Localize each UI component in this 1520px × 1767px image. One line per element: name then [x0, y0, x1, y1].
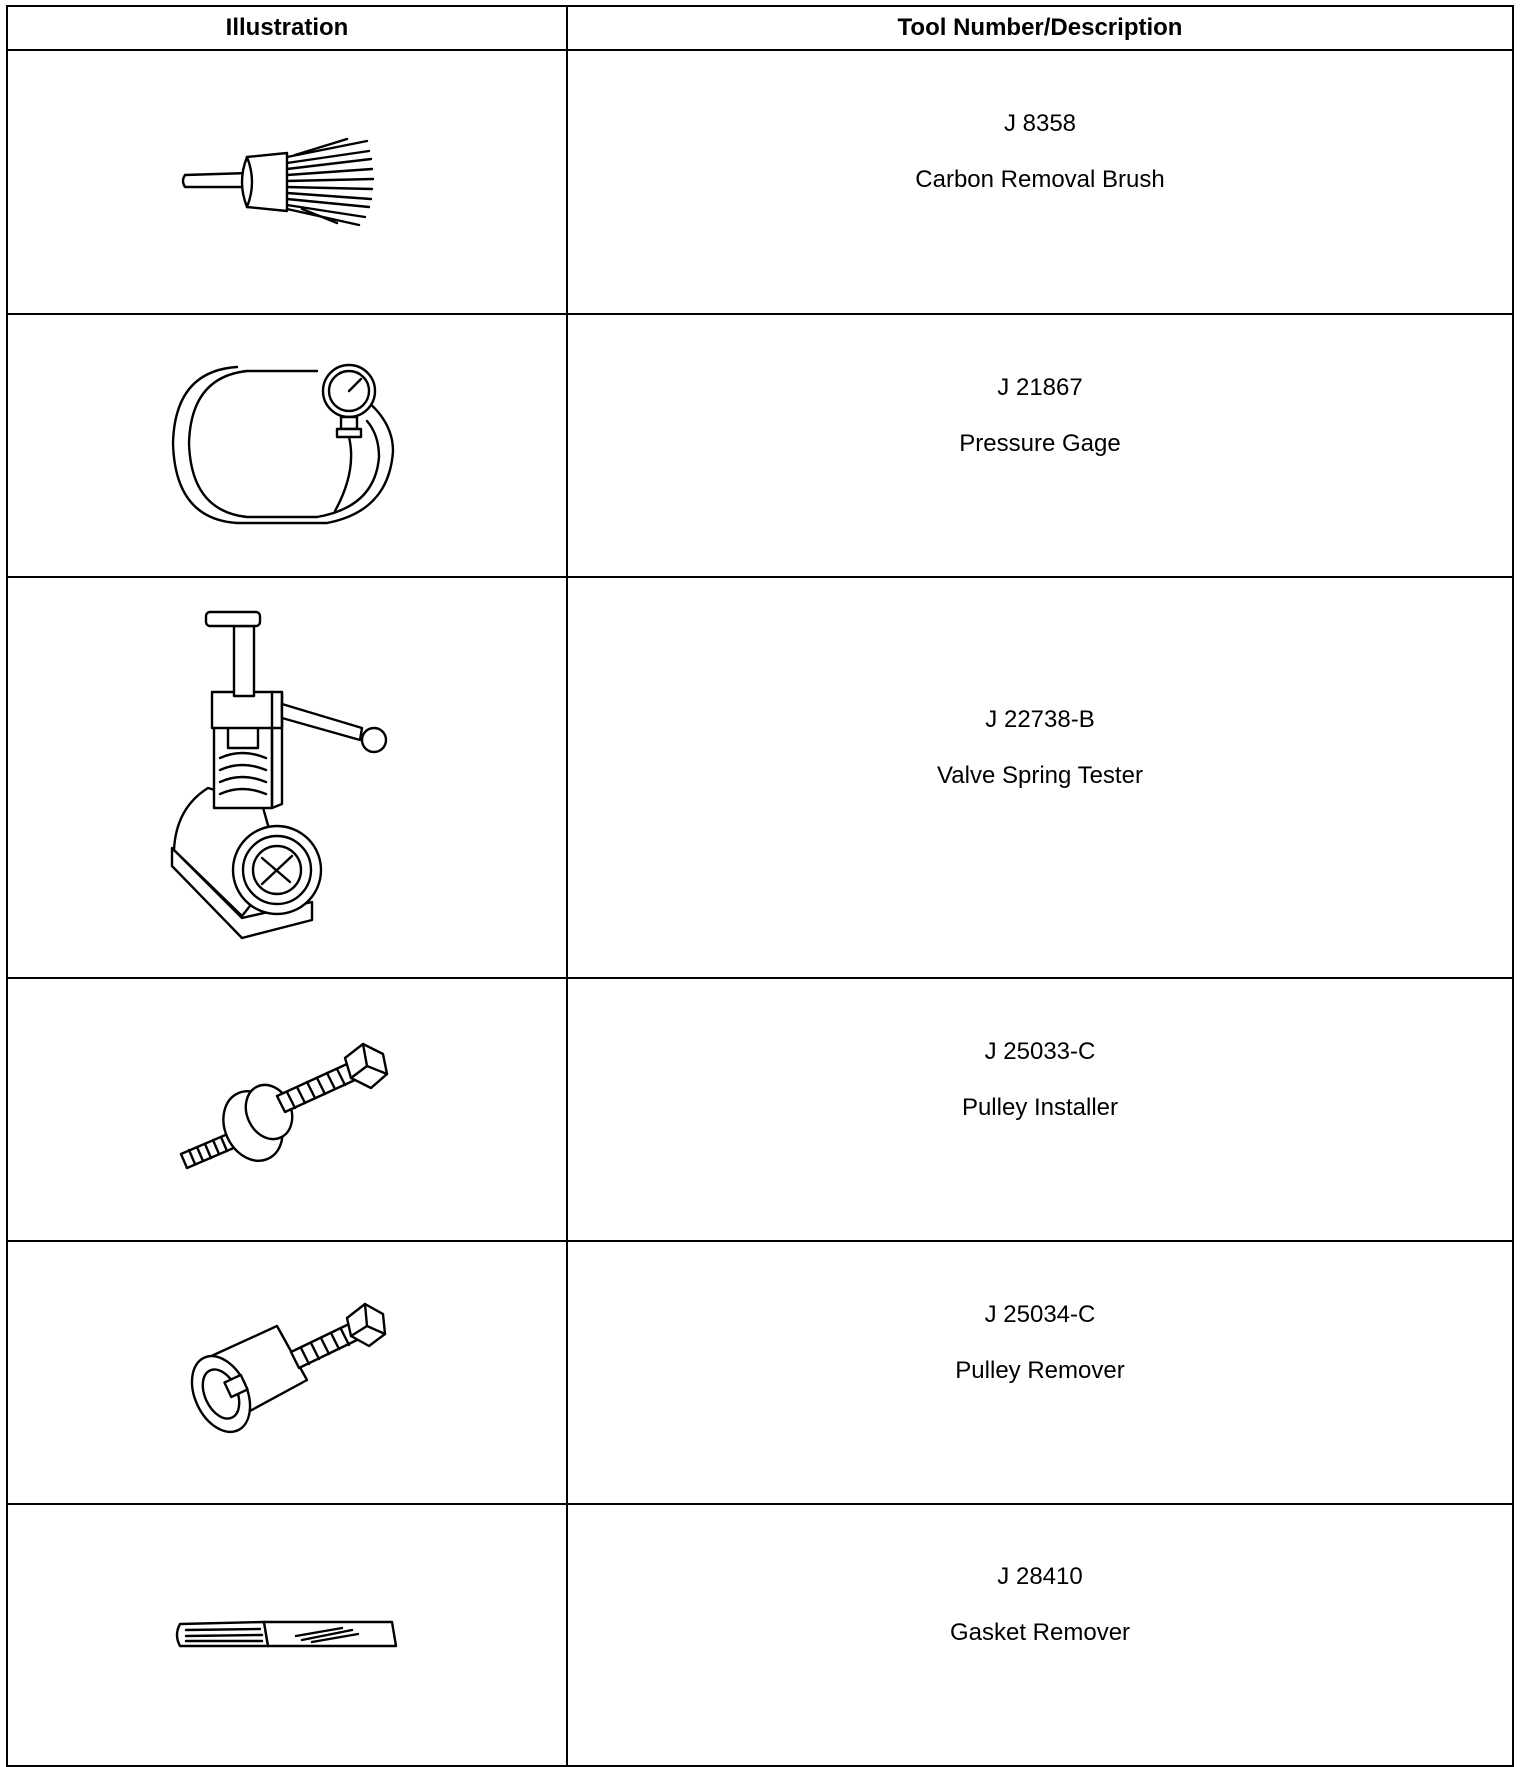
illustration-cell	[7, 978, 567, 1241]
tool-header: Tool Number/Description	[567, 6, 1513, 50]
tool-number: J 22738-B	[985, 705, 1095, 733]
tool-cell	[567, 577, 1513, 978]
table-row	[7, 50, 1513, 314]
illustration-cell	[7, 314, 567, 577]
tool-cell	[567, 978, 1513, 1241]
tool-number: J 28410	[997, 1563, 1083, 1590]
table-row	[7, 577, 1513, 978]
tool-cell	[567, 314, 1513, 577]
pulley-installer-icon	[177, 1040, 397, 1180]
table-row	[7, 314, 1513, 577]
illustration-header: Illustration	[7, 6, 567, 50]
valve-spring-tester-icon	[162, 608, 412, 948]
tool-number: J 8358	[1003, 110, 1077, 137]
illustration-cell	[7, 577, 567, 978]
table-row	[7, 1504, 1513, 1766]
illustration-cell	[7, 50, 567, 314]
tool-description: Valve Spring Tester	[937, 761, 1143, 789]
wire-brush-icon	[177, 137, 397, 227]
illustration-cell	[7, 1504, 567, 1766]
pressure-gage-icon	[167, 361, 407, 531]
tool-description: Carbon Removal Brush	[915, 166, 1165, 193]
tool-description: Pulley Remover	[955, 1356, 1125, 1384]
gasket-remover-icon	[172, 1610, 402, 1660]
header-row	[7, 6, 1513, 50]
table-row	[7, 1241, 1513, 1504]
illustration-cell	[7, 1241, 567, 1504]
table-row	[7, 978, 1513, 1241]
tool-cell	[567, 50, 1513, 314]
tool-cell	[567, 1241, 1513, 1504]
tool-number: J 25034-C	[984, 1300, 1096, 1328]
pulley-remover-icon	[187, 1298, 387, 1448]
tool-description: Gasket Remover	[949, 1619, 1131, 1646]
tool-cell	[567, 1504, 1513, 1766]
tool-number: J 21867	[997, 373, 1083, 401]
tool-number: J 25033-C	[984, 1037, 1096, 1065]
tool-description: Pulley Installer	[961, 1093, 1119, 1121]
special-tools-table	[6, 5, 1514, 1767]
tool-description: Pressure Gage	[959, 429, 1121, 457]
